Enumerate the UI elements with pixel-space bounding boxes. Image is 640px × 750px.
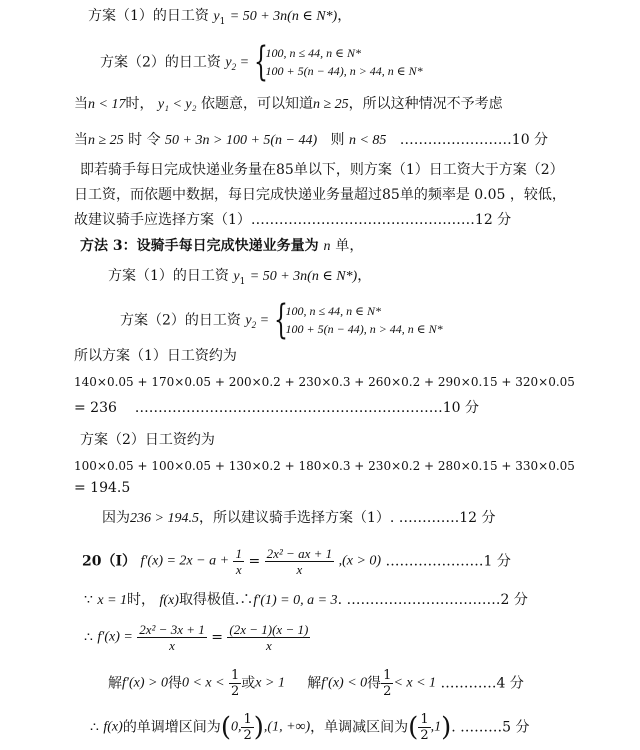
text: 解 bbox=[307, 675, 322, 692]
score-marker: ……………………………2 分 bbox=[346, 592, 528, 608]
denominator: x bbox=[296, 562, 303, 577]
plan2-label: 方案（2）的日工资 bbox=[100, 54, 221, 71]
y1-symbol: y bbox=[213, 9, 220, 24]
inequality-line bbox=[74, 130, 548, 151]
problem-number: 20（Ⅰ） bbox=[82, 553, 137, 570]
numerator: (2x − 1)(x − 1) bbox=[229, 622, 309, 637]
text: ，所以这种情况不予考虑 bbox=[348, 96, 503, 112]
close-paren: ) bbox=[253, 712, 264, 743]
plan2-label: 方案（2）的日工资 bbox=[120, 312, 241, 329]
plan2-result: = 194.5 bbox=[74, 480, 131, 496]
derivative-label: f′(x) = bbox=[97, 629, 133, 645]
fraction-half bbox=[241, 712, 253, 743]
text: 依题意，可以知道 bbox=[200, 96, 313, 112]
piecewise-row-2: 100 + 5(n − 44), n > 44, n ∈ N* bbox=[265, 64, 423, 78]
score-marker: …………4 分 bbox=[440, 675, 524, 692]
piecewise-brace: { 100, n ≤ 44, n ∈ N* 100 + 5(n − 44), n > 44, n ∈ N* bbox=[273, 297, 443, 343]
x-eq-1: x = 1 bbox=[97, 593, 128, 608]
score-marker: . ………5 分 bbox=[451, 719, 530, 736]
text: 时， bbox=[127, 592, 156, 608]
numerator: 2x² − ax + 1 bbox=[266, 546, 333, 561]
text: ，所以建议骑手选择方案（1）. ………….12 分 bbox=[198, 510, 496, 526]
fp-lt-0: f′(x) < 0 bbox=[321, 675, 368, 691]
plan1-sum-expression: 140×0.05 + 170×0.05 + 200×0.2 + 230×0.3 + 260×0.2 + 290×0.15 + 320×0.05 bbox=[74, 375, 575, 389]
piecewise-row-1: 100, n ≤ 44, n ∈ N* bbox=[265, 46, 361, 60]
numerator: 1 bbox=[243, 712, 252, 727]
cond: n ≥ 25 bbox=[88, 133, 124, 148]
y1-expression: = 50 + 3n(n ∈ N*) bbox=[249, 269, 358, 284]
cond-n-ge-25: n ≥ 25 bbox=[312, 97, 349, 112]
problem20-derivative-line bbox=[82, 546, 511, 577]
x-gt-1: x > 1 bbox=[255, 675, 285, 691]
equals: = bbox=[211, 629, 223, 646]
text: 因为 bbox=[102, 510, 130, 526]
fraction-half bbox=[418, 712, 430, 743]
close-paren: ) bbox=[441, 712, 452, 743]
fraction-half bbox=[381, 668, 393, 699]
plan1-result-line bbox=[74, 398, 479, 418]
inequality: 50 + 3n > 100 + 5(n − 44) bbox=[165, 133, 318, 148]
interval-2: ,(1, +∞) bbox=[263, 719, 311, 735]
range-2: < x < 1 bbox=[393, 675, 437, 691]
therefore-symbol: ∴ bbox=[84, 629, 93, 646]
fx: f(x) bbox=[103, 719, 123, 735]
numerator: 1 bbox=[231, 668, 240, 683]
solve-inequalities-line bbox=[108, 668, 524, 699]
text: 时， bbox=[125, 96, 154, 112]
text: ，单调减区间为 bbox=[310, 719, 409, 736]
conclusion-line-1: 即若骑手每日完成快递业务量在85单以下，则方案（1）日工资大于方案（2） bbox=[80, 162, 564, 178]
denominator: x bbox=[169, 638, 175, 653]
text: 取得极值.∴ bbox=[178, 592, 254, 608]
plan1-wage-line: 方案（1）的日工资 $y_1 = 50 + 3n(n$ ∈ N*)， bbox=[88, 8, 352, 27]
fx: f(x) bbox=[159, 593, 179, 608]
plan2-estimate-label: 方案（2）日工资约为 bbox=[80, 432, 215, 448]
conclusion-line-2: 日工资，而依题中数据，每日完成快递业务量超过85单的频率是 0.05 ，较低， bbox=[74, 187, 566, 203]
text: 则 bbox=[330, 132, 345, 148]
denominator: x bbox=[265, 638, 272, 653]
numerator: 2x² − 3x + 1 bbox=[139, 622, 205, 637]
therefore-symbol: ∴ bbox=[90, 719, 99, 736]
numerator: 1 bbox=[235, 546, 242, 561]
plan1-wage-line-2: 方案（1）的日工资 $y_1 = 50 + 3n(n$ ∈ N*)， bbox=[108, 268, 372, 287]
interval-end: ,1 bbox=[430, 719, 442, 735]
range-1: 0 < x < bbox=[181, 675, 225, 691]
fraction-half bbox=[229, 668, 241, 699]
fraction-factored bbox=[227, 622, 310, 653]
text: 得 bbox=[367, 675, 382, 692]
plan2-wage-line-2: 方案（2）的日工资 $y_2$ = { 100, n ≤ 44, n ∈ N* 100 + 5(n − 44), n > 44, n ∈ N* bbox=[120, 297, 443, 343]
text: 或 bbox=[241, 675, 256, 692]
comparison: 236 > 194.5 bbox=[130, 511, 199, 526]
method3-heading bbox=[80, 236, 363, 257]
piecewise-row-2: 100 + 5(n − 44), n > 44, n ∈ N* bbox=[285, 322, 443, 336]
conclusion-line-3: 故建议骑手应选择方案（1）…………………………………………12 分 bbox=[74, 212, 512, 228]
plan1-label: 方案（1）的日工资 bbox=[108, 268, 229, 284]
fraction-1-over-x bbox=[233, 546, 244, 577]
fprime-1: f′(1) = 0, a = 3 bbox=[253, 593, 338, 608]
cond-n-lt-17: n < 17 bbox=[88, 97, 126, 112]
comparison-line bbox=[102, 508, 495, 529]
denominator: 2 bbox=[383, 684, 392, 699]
open-paren: ( bbox=[408, 712, 419, 743]
extremum-line: ∵ x = 1时， f(x)取得极值.∴f′(1) = 0, a = 3. ……………………………2 分 bbox=[84, 592, 528, 608]
denominator: 2 bbox=[243, 728, 252, 743]
piecewise-brace: { 100, n ≤ 44, n ∈ N* 100 + 5(n − 44), n > 44, n ∈ N* bbox=[253, 39, 423, 85]
score-marker: …………………………………………………………10 分 bbox=[134, 400, 479, 416]
fraction-derivative bbox=[265, 546, 334, 577]
plan1-estimate-label: 所以方案（1）日工资约为 bbox=[74, 348, 237, 364]
text: 方法 3：设骑手每日完成快递业务量为 bbox=[80, 238, 319, 254]
numerator: 1 bbox=[420, 712, 429, 727]
text-when: 当 bbox=[74, 96, 88, 112]
score-marker: …………………1 分 bbox=[385, 553, 511, 570]
because-symbol: ∵ bbox=[84, 592, 93, 608]
fraction-derivative bbox=[137, 622, 206, 653]
factored-derivative-line bbox=[84, 622, 310, 653]
plan2-sum-expression: 100×0.05 + 100×0.05 + 130×0.2 + 180×0.3 + 230×0.2 + 280×0.15 + 330×0.05 bbox=[74, 459, 575, 473]
derivative-expr: f′(x) = 2x − a + bbox=[140, 553, 230, 569]
y1-symbol: y bbox=[233, 269, 240, 284]
text: 的单调增区间为 bbox=[122, 719, 221, 736]
score-marker: ……………………10 分 bbox=[399, 132, 549, 148]
denominator: 2 bbox=[231, 684, 240, 699]
monotonic-intervals-line bbox=[90, 712, 530, 743]
open-paren: ( bbox=[220, 712, 231, 743]
denominator: x bbox=[235, 562, 242, 577]
text: 单， bbox=[335, 238, 364, 254]
equals: = bbox=[248, 553, 261, 570]
case-line bbox=[74, 94, 503, 115]
text: 得 bbox=[167, 675, 182, 692]
var-n: n bbox=[323, 239, 331, 254]
interval-start: 0, bbox=[230, 719, 242, 735]
text: 时 令 bbox=[128, 132, 161, 148]
cond-y1-lt-y2: y₁ < y₂ bbox=[157, 97, 197, 112]
numerator: 1 bbox=[383, 668, 392, 683]
text-when: 当 bbox=[74, 132, 88, 148]
piecewise-row-1: 100, n ≤ 44, n ∈ N* bbox=[285, 304, 381, 318]
text: 解 bbox=[108, 675, 122, 692]
domain: ,(x > 0) bbox=[338, 553, 382, 569]
result: n < 85 bbox=[348, 133, 387, 148]
plan1-result: = 236 bbox=[74, 400, 117, 416]
y1-expression: = 50 + 3n(n ∈ N*) bbox=[229, 9, 338, 24]
denominator: 2 bbox=[420, 728, 429, 743]
fp-gt-0: f′(x) > 0 bbox=[122, 675, 168, 691]
plan1-label: 方案（1）的日工资 bbox=[88, 8, 209, 24]
plan2-wage-line: 方案（2）的日工资 $y_2$ = { 100, n ≤ 44, n ∈ N* 100 + 5(n − 44), n > 44, n ∈ N* bbox=[100, 39, 423, 85]
